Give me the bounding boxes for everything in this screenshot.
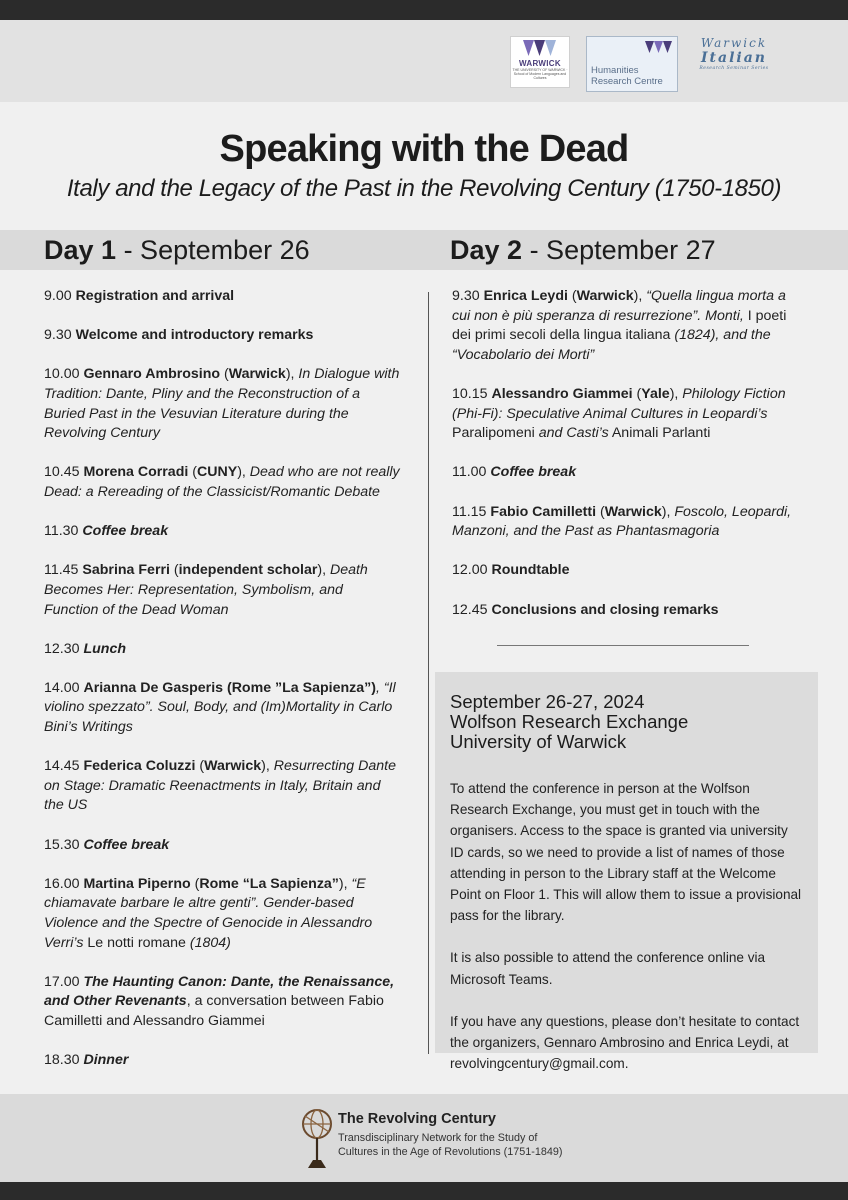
venue-university: University of Warwick bbox=[450, 731, 627, 752]
entry-ital: In Dialogue with Tradition: Dante, Pliny and the Reconstruction of a Buried Past in the Vesuvian Literature during the Revolving Century bbox=[44, 366, 400, 442]
entry-bi: Coffee break bbox=[82, 523, 169, 540]
entry-bold: Arianna De Gasperis (Rome ”La Sapienza”) bbox=[83, 679, 376, 696]
entry-aff: Rome “La Sapienza” bbox=[199, 875, 339, 892]
attendance-paragraph: To attend the conference in person at the Wolfson Research Exchange, you must get in touch with the organisers. Access to the space is granted via university ID cards, so we need to provide a list of names of those attending in person to the Library staff at the Welcome Point on Floor 1. This will allow them to issue a provisional pass for the library. bbox=[450, 781, 802, 924]
entry-post: ), bbox=[661, 503, 675, 520]
online-paragraph: It is also possible to attend the conference online via Microsoft Teams. bbox=[450, 950, 766, 987]
entry-time: 10.00 bbox=[44, 366, 84, 383]
entry-time: 10.15 bbox=[452, 385, 492, 402]
entry-ital: Death Becomes Her: Representation, Symbolism, and Function of the Dead Woman bbox=[44, 562, 368, 618]
entry-ital: Foscolo, Leopardi, Manzoni, and the Past as Phantasmagoria bbox=[452, 503, 792, 540]
schedule-entry bbox=[452, 601, 798, 621]
italian-logo-line2: Italian bbox=[701, 50, 767, 66]
day1-label: Day 1 bbox=[44, 235, 117, 265]
entry-bold: Gennaro Ambrosino bbox=[83, 366, 221, 383]
entry-bold: Federica Coluzzi bbox=[83, 758, 196, 775]
schedule-entry bbox=[452, 385, 798, 444]
day1-schedule bbox=[44, 287, 400, 1090]
schedule-entry bbox=[44, 1051, 400, 1071]
entry-bold: Fabio Camilletti bbox=[490, 503, 597, 520]
entry-aff: CUNY bbox=[196, 464, 238, 481]
entry-ital: Resurrecting Dante on Stage: Dramatic Reenactments in Italy, Britain and the US bbox=[44, 758, 396, 814]
entry-time: 15.30 bbox=[44, 836, 84, 853]
partner-logos bbox=[510, 36, 774, 92]
entry-time: 12.00 bbox=[452, 562, 492, 579]
entry-post: ), bbox=[317, 562, 330, 579]
entry-bold: Morena Corradi bbox=[83, 464, 189, 481]
day2-schedule bbox=[452, 287, 798, 640]
venue-info-box bbox=[435, 672, 818, 1072]
entry-time: 12.45 bbox=[452, 601, 492, 618]
schedule-entry bbox=[452, 561, 798, 581]
schedule-entry bbox=[44, 973, 400, 1032]
warwick-mark-icon bbox=[523, 40, 557, 58]
entry-post: ), bbox=[633, 288, 647, 304]
schedule-entry bbox=[44, 561, 400, 620]
entry-pre: ( bbox=[195, 758, 205, 775]
entry-time: 12.30 bbox=[44, 640, 84, 657]
warwick-logo-sub: THE UNIVERSITY OF WARWICK · School of Modern Languages and Cultures bbox=[512, 68, 568, 80]
hrc-logo bbox=[586, 36, 678, 92]
footer-subtitle: Transdisciplinary Network for the Study of Cultures in the Age of Revolutions (1751-1849) bbox=[338, 1132, 563, 1158]
entry-time: 14.45 bbox=[44, 758, 84, 775]
schedule-entry bbox=[452, 463, 798, 483]
globe-icon bbox=[300, 1104, 334, 1170]
entry-post: ), bbox=[261, 758, 274, 775]
entry-pre: ( bbox=[190, 875, 200, 892]
entry-pre: ( bbox=[567, 288, 577, 304]
entry-bi: Coffee break bbox=[490, 464, 577, 481]
venue-dates: September 26-27, 2024 bbox=[450, 691, 645, 712]
entry-time: 9.30 bbox=[44, 327, 76, 344]
entry-bi: Coffee break bbox=[83, 836, 170, 853]
day2-date: - September 27 bbox=[522, 235, 716, 265]
title-block bbox=[0, 128, 848, 203]
entry-pre: ( bbox=[596, 503, 605, 520]
entry-plain: , a conversation between Fabio Camilletti and Alessandro Giammei bbox=[44, 993, 384, 1029]
entry-bold: Roundtable bbox=[491, 562, 570, 579]
schedule-entry bbox=[44, 757, 400, 816]
entry-time: 11.30 bbox=[44, 523, 83, 540]
entry-aff: Warwick bbox=[576, 288, 634, 304]
venue-heading bbox=[450, 692, 804, 752]
entry-ital: , “Il violino spezzato”. Soul, Body, and (Im)Mortality in Carlo Bini’s Writings bbox=[44, 679, 396, 736]
entry-ital: Philology Fiction (Phi-Fi): Speculative Animal Cultures in Leopardi’s bbox=[452, 385, 786, 422]
contact-paragraph: If you have any questions, please don’t hesitate to contact the organizers, Gennaro Ambrosino and Enrica Leydi, at revolvingcentury@gmail.com. bbox=[450, 1013, 800, 1072]
entry-time: 17.00 bbox=[44, 973, 84, 990]
entry-bold: Martina Piperno bbox=[83, 875, 191, 892]
entry-pre: ( bbox=[169, 562, 179, 579]
entry-aff: Warwick bbox=[604, 503, 662, 520]
entry-pre: ( bbox=[220, 366, 229, 383]
schedule-entry bbox=[452, 503, 798, 542]
schedule-entry bbox=[44, 326, 400, 346]
entry-ital: “E chiamavate barbare le altre genti”. Gender-based Violence and the Spectre of Genocide in Alessandro Verri’s bbox=[44, 875, 373, 951]
entry-ital2: and Casti’s bbox=[538, 425, 609, 442]
entry-plain2: Le notti romane bbox=[83, 934, 190, 951]
entry-ital: “Quella lingua morta a cui non è più speranza di resurrezione”. Monti, bbox=[452, 288, 786, 324]
top-bar bbox=[0, 0, 848, 20]
entry-bi: Lunch bbox=[83, 640, 127, 657]
entry-aff: independent scholar bbox=[178, 562, 318, 579]
page-title: Speaking with the Dead bbox=[219, 128, 629, 170]
italian-logo-line1: Warwick bbox=[700, 36, 768, 50]
entry-plain2: I poeti dei primi secoli della lingua italiana bbox=[452, 307, 787, 344]
schedule-entry bbox=[44, 875, 400, 953]
entry-time: 11.45 bbox=[44, 562, 83, 579]
entry-pre: ( bbox=[632, 385, 642, 402]
entry-plain2: Paralipomeni bbox=[452, 425, 539, 442]
entry-time: 9.00 bbox=[44, 288, 76, 304]
entry-time: 9.30 bbox=[452, 288, 484, 304]
day2-label: Day 2 bbox=[450, 235, 523, 265]
column-divider bbox=[428, 292, 429, 1054]
entry-post: ), bbox=[237, 464, 250, 481]
venue-building: Wolfson Research Exchange bbox=[450, 711, 689, 732]
entry-post: ), bbox=[669, 385, 683, 402]
entry-plain3: Animali Parlanti bbox=[608, 425, 711, 442]
entry-bi: The Haunting Canon: Dante, the Renaissance, and Other Revenants bbox=[44, 973, 395, 1010]
entry-pre: ( bbox=[188, 464, 197, 481]
entry-bold: Sabrina Ferri bbox=[82, 562, 170, 579]
entry-bold: Enrica Leydi bbox=[483, 288, 568, 304]
entry-aff: Warwick bbox=[228, 366, 286, 383]
separator-line bbox=[497, 645, 749, 646]
page-subtitle: Italy and the Legacy of the Past in the Revolving Century (1750-1850) bbox=[66, 175, 782, 202]
entry-bold: Alessandro Giammei bbox=[491, 385, 633, 402]
hrc-logo-label: Humanities Research Centre bbox=[591, 65, 663, 87]
italian-logo-line3: Research Seminar Series bbox=[699, 66, 769, 71]
entry-bold: Registration and arrival bbox=[75, 288, 235, 304]
entry-time: 10.45 bbox=[44, 464, 84, 481]
day1-heading bbox=[44, 235, 310, 266]
entry-time: 11.15 bbox=[452, 503, 491, 520]
warwick-logo-label: WARWICK bbox=[519, 59, 561, 68]
entry-ital2: (1824), and the “Vocabolario dei Morti” bbox=[452, 327, 771, 363]
day2-heading bbox=[450, 235, 716, 266]
schedule-entry bbox=[44, 365, 400, 443]
entry-ital2: (1804) bbox=[189, 934, 231, 951]
schedule-entry bbox=[44, 287, 400, 307]
entry-post: ), bbox=[338, 875, 352, 892]
warwick-italian-logo bbox=[694, 36, 774, 92]
bottom-bar bbox=[0, 1182, 848, 1200]
schedule-entry bbox=[452, 287, 798, 365]
entry-bold: Welcome and introductory remarks bbox=[75, 327, 314, 344]
entry-bold: Conclusions and closing remarks bbox=[491, 601, 719, 618]
schedule-entry bbox=[44, 463, 400, 502]
entry-aff: Warwick bbox=[204, 758, 262, 775]
entry-time: 11.00 bbox=[452, 464, 491, 481]
entry-aff: Yale bbox=[641, 385, 670, 402]
schedule-entry bbox=[44, 679, 400, 738]
entry-bi: Dinner bbox=[83, 1052, 129, 1069]
schedule-entry bbox=[44, 640, 400, 660]
schedule-entry bbox=[44, 836, 400, 856]
entry-time: 18.30 bbox=[44, 1052, 84, 1069]
warwick-logo bbox=[510, 36, 570, 88]
entry-time: 14.00 bbox=[44, 679, 84, 696]
hrc-mark-icon bbox=[645, 41, 673, 55]
entry-post: ), bbox=[285, 366, 299, 383]
entry-ital: Dead who are not really Dead: a Rereading of the Classicist/Romantic Debate bbox=[44, 464, 400, 500]
schedule-entry bbox=[44, 522, 400, 542]
entry-time: 16.00 bbox=[44, 875, 84, 892]
footer-title: The Revolving Century bbox=[338, 1111, 496, 1127]
day1-date: - September 26 bbox=[116, 235, 310, 265]
